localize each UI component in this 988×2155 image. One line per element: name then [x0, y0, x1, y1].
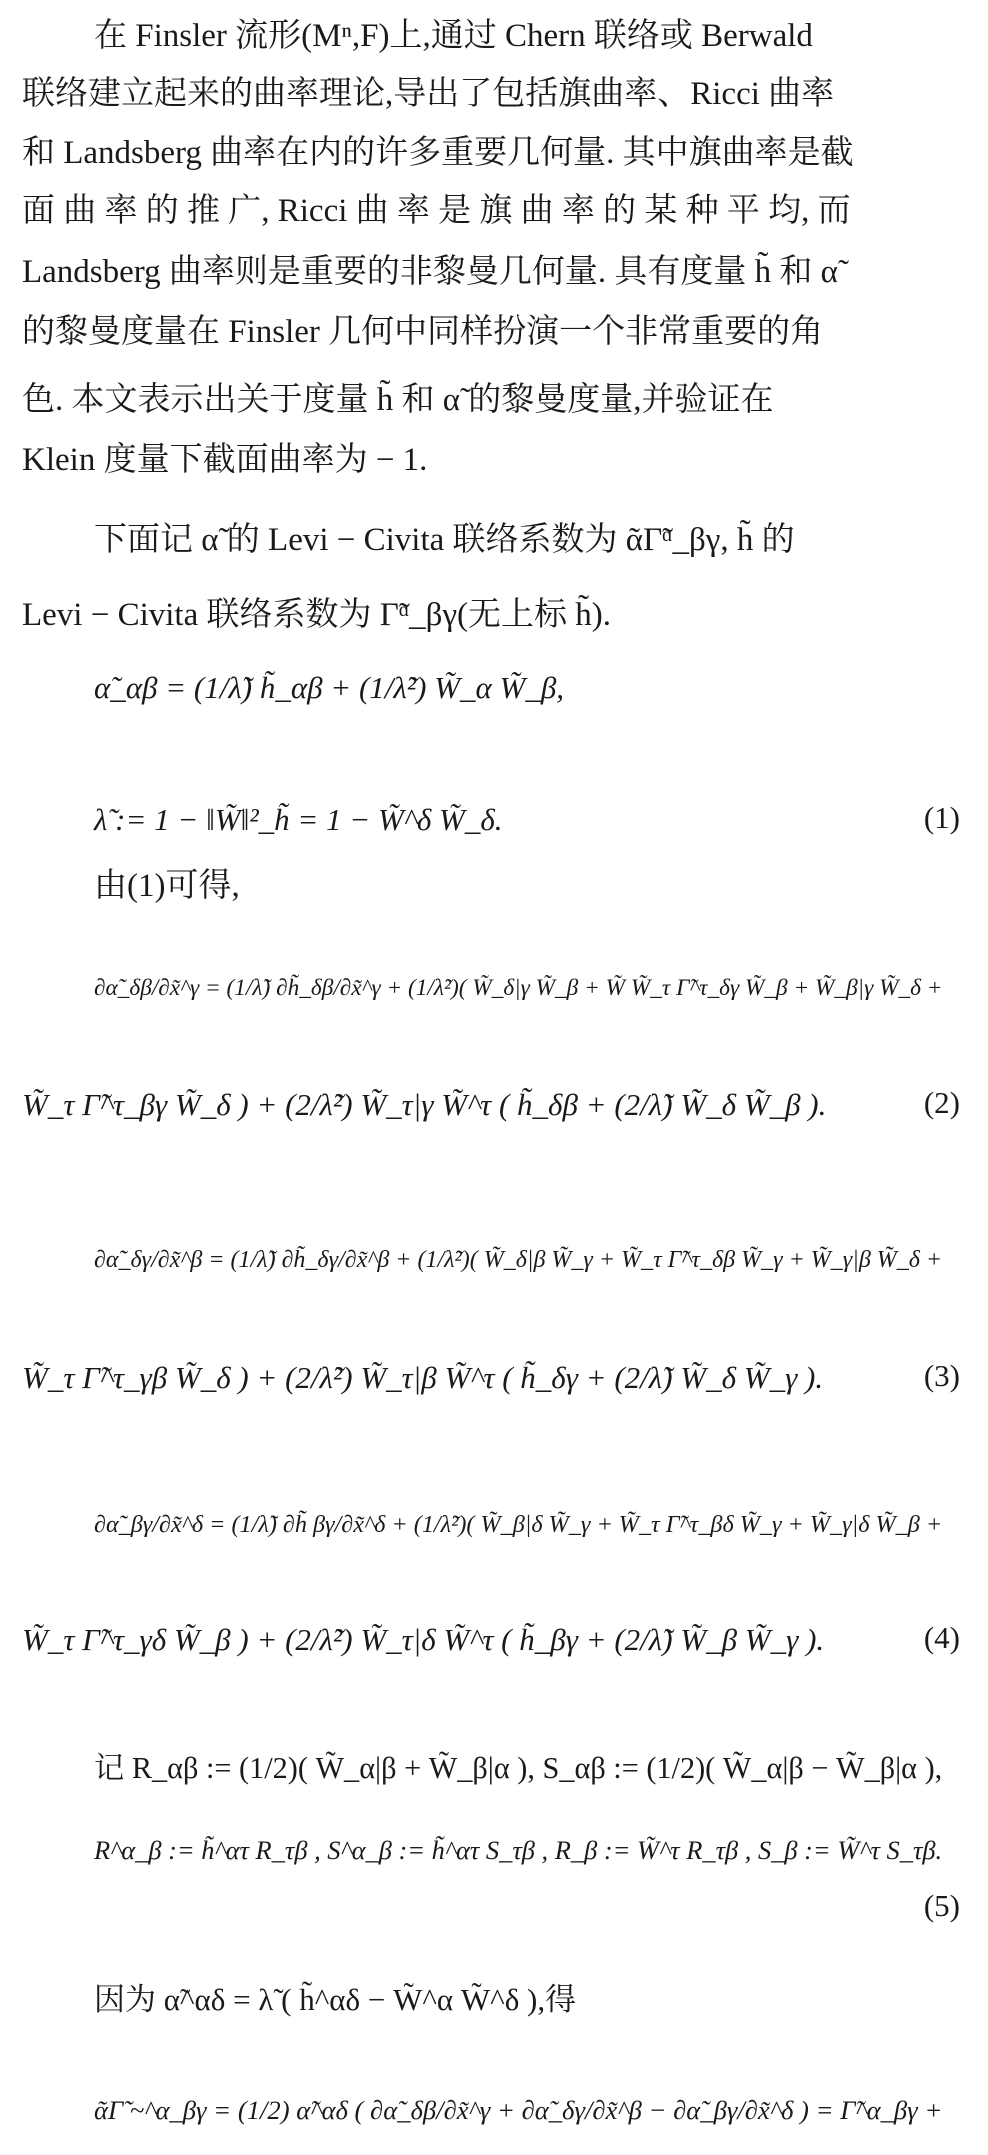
equation-number: (1)	[923, 800, 960, 835]
paragraph-line: 下面记 α̃ 的 Levi − Civita 联络系数为 ᾶΓ̃ᵅ_βγ, h̃ 的	[94, 522, 795, 558]
equation-6-line-1: ᾶΓ̃ ~^α_βγ = (1/2) α̃^αδ ( ∂α̃_δβ/∂x̃^γ + ∂α̃_δγ/∂x̃^β − ∂α̃_βγ/∂x̃^δ ) = Γ̃^α_βγ +	[94, 2095, 943, 2125]
paragraph-line: 的黎曼度量在 Finsler 几何中同样扮演一个非常重要的角	[22, 314, 824, 350]
equation-5-line-1: 记 R_αβ := (1/2)( W̃_α|β + W̃_β|α ), S_αβ := (1/2)( W̃_α|β − W̃_β|α ),	[94, 1751, 943, 1785]
equation-2-line-1: ∂α̃_δβ/∂x̃^γ = (1/λ̃) ∂h̃_δβ/∂x̃^γ + (1/λ̃²)( W̃_δ|γ W̃_β + W̃ W̃_τ Γ̃^τ_δγ W̃_β + W̃_β|γ W̃_δ +	[94, 975, 943, 1001]
equation-2-line-2: W̃_τ Γ̃^τ_βγ W̃_δ ) + (2/λ̃²) W̃_τ|γ W̃^τ ( h̃_δβ + (2/λ̃) W̃_δ W̃_β ).	[22, 1087, 827, 1122]
equation-number: (4)	[923, 1620, 960, 1655]
equation-lambda: λ̃ := 1 − ‖W̃‖²_h̃ = 1 − W̃^δ W̃_δ.	[94, 802, 503, 837]
equation-5-line-2: R^α_β := h̃^ατ R_τβ , S^α_β := h̃^ατ S_τβ , R_β := W̃^τ R_τβ , S_β := W̃^τ S_τβ.	[94, 1835, 943, 1865]
paragraph-line: 和 Landsberg 曲率在内的许多重要几何量. 其中旗曲率是截	[22, 135, 854, 171]
equation-3-line-2: W̃_τ Γ̃^τ_γβ W̃_δ ) + (2/λ̃²) W̃_τ|β W̃^τ ( h̃_δγ + (2/λ̃) W̃_δ W̃_γ ).	[22, 1360, 824, 1395]
paragraph-line: 在 Finsler 流形(Mⁿ,F)上,通过 Chern 联络或 Berwald	[94, 18, 813, 54]
paragraph-line: Klein 度量下截面曲率为 − 1.	[22, 442, 428, 478]
equation-number: (5)	[923, 1888, 960, 1923]
derivation-text: 因为 α̃^αδ = λ̃ ( h̃^αδ − W̃^α W̃^δ ),得	[94, 1982, 577, 2017]
equation-alpha: α̃_αβ = (1/λ̃) h̃_αβ + (1/λ̃²) W̃_α W̃_β,	[94, 670, 565, 705]
paragraph-line: Levi − Civita 联络系数为 Γ̃ᵅ_βγ(无上标 h̃).	[22, 597, 612, 633]
equation-number: (3)	[923, 1358, 960, 1393]
derivation-text: 由(1)可得,	[94, 868, 240, 904]
paragraph-line: 面 曲 率 的 推 广, Ricci 曲 率 是 旗 曲 率 的 某 种 平 均, 而	[22, 193, 851, 229]
paragraph-line: Landsberg 曲率则是重要的非黎曼几何量. 具有度量 h̃ 和 α̃	[22, 254, 838, 290]
equation-3-line-1: ∂α̃_δγ/∂x̃^β = (1/λ̃) ∂h̃_δγ/∂x̃^β + (1/λ̃²)( W̃_δ|β W̃_γ + W̃_τ Γ̃^τ_δβ W̃_γ + W̃_γ|β W̃_δ +	[94, 1247, 943, 1273]
equation-number: (2)	[923, 1085, 960, 1120]
paragraph-line: 联络建立起来的曲率理论,导出了包括旗曲率、Ricci 曲率	[22, 76, 835, 112]
equation-4-line-2: W̃_τ Γ̃^τ_γδ W̃_β ) + (2/λ̃²) W̃_τ|δ W̃^τ ( h̃_βγ + (2/λ̃) W̃_β W̃_γ ).	[22, 1622, 825, 1657]
paragraph-line: 色. 本文表示出关于度量 h̃ 和 α̃ 的黎曼度量,并验证在	[22, 382, 774, 418]
equation-4-line-1: ∂α̃_βγ/∂x̃^δ = (1/λ̃) ∂h̃ βγ/∂x̃^δ + (1/λ̃²)( W̃_β|δ W̃_γ + W̃_τ Γ̃^τ_βδ W̃_γ + W̃_γ|δ W̃_β +	[94, 1511, 943, 1538]
